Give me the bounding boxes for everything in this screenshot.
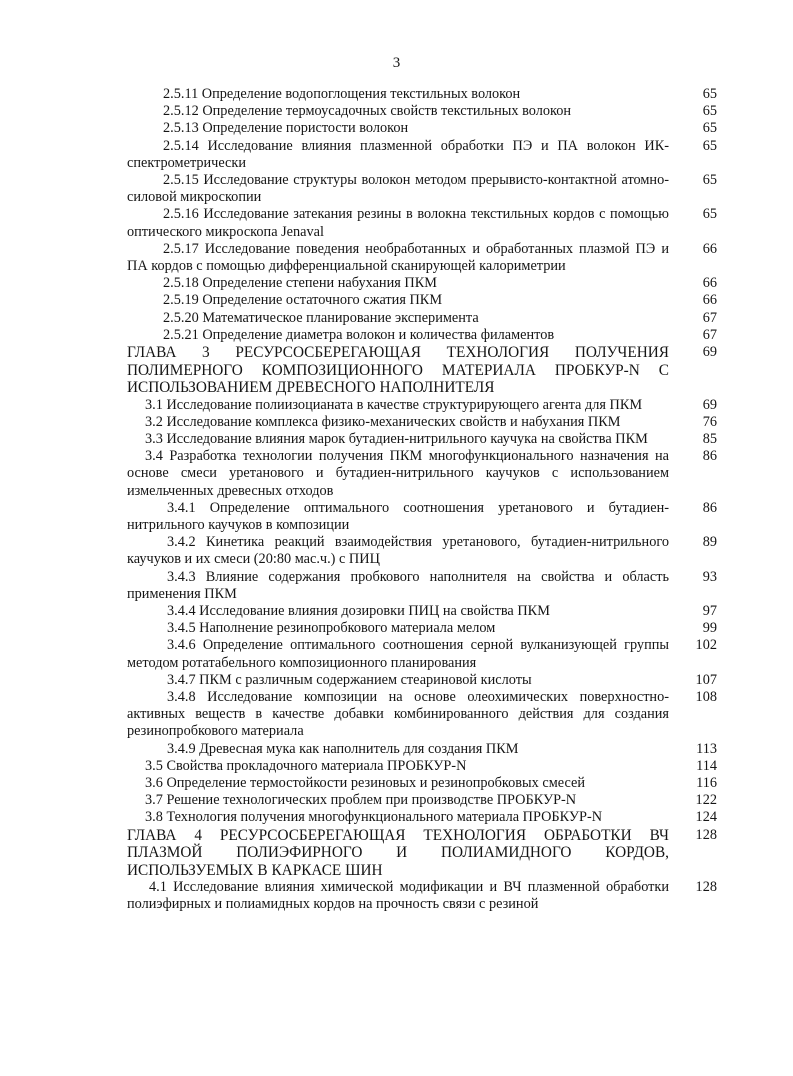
toc-entry-text: 2.5.15 Исследование структуры волокон методом прерывисто-контактной атомно-силовой микроскопии <box>127 172 669 206</box>
toc-entry-3-2 <box>127 414 717 431</box>
page-number: 3 <box>392 55 401 71</box>
toc-entry-3-4-6 <box>127 637 717 671</box>
toc-entry-3-4-9 <box>127 741 717 758</box>
toc-entry-2-5-17 <box>127 241 717 275</box>
toc-entry-text: 3.5 Свойства прокладочного материала ПРОБКУР-N <box>145 757 467 774</box>
toc-entry-2-5-14 <box>127 138 717 172</box>
toc-entry-page: 65 <box>702 137 717 154</box>
toc-entry-text: 3.2 Исследование комплекса физико-механических свойств и набухания ПКМ <box>145 413 621 430</box>
toc-entry-3-1 <box>127 397 717 414</box>
toc-entry-page: 65 <box>702 120 717 137</box>
toc-entry-text: 2.5.18 Определение степени набухания ПКМ <box>163 275 437 292</box>
toc-entry-text: 3.1 Исследование полиизоцианата в качестве структурирующего агента для ПКМ <box>145 396 643 413</box>
toc-entry-text: 3.4.9 Древесная мука как наполнитель для создания ПКМ <box>167 740 519 757</box>
toc-entry-page: 76 <box>702 413 717 430</box>
toc-entry-3-6 <box>127 775 717 792</box>
toc-entry-2-5-11 <box>127 86 717 103</box>
toc-entry-page: 128 <box>695 879 717 896</box>
toc-entry-2-5-12 <box>127 103 717 120</box>
toc-entry-3-4 <box>127 448 717 500</box>
toc-entry-4-1 <box>127 879 717 913</box>
toc-entry-text: 3.4.2 Кинетика реакций взаимодействия уретанового, бутадиен-нитрильного каучуков и их смеси (20:80 мас.ч.) с ПИЦ <box>127 534 669 568</box>
toc-entry-3-4-8 <box>127 689 717 741</box>
toc-entry-3-5 <box>127 758 717 775</box>
toc-entry-text: 2.5.21 Определение диаметра волокон и количества филаментов <box>163 326 555 343</box>
toc-entry-page: 89 <box>702 534 717 551</box>
toc-entry-3-4-3 <box>127 569 717 603</box>
toc-entry-page: 93 <box>702 568 717 585</box>
toc-entry-page: 67 <box>702 309 717 326</box>
toc-entry-text: 2.5.11 Определение водопоглощения текстильных волокон <box>163 86 521 102</box>
toc-entry-page: 108 <box>695 689 717 705</box>
toc-entry-2-5-16 <box>127 206 717 240</box>
toc-chapter-title: ГЛАВА 4 РЕСУРСОСБЕРЕГАЮЩАЯ ТЕХНОЛОГИЯ ОБРАБОТКИ ВЧ ПЛАЗМОЙ ПОЛИЭФИРНОГО И ПОЛИАМИДНОГО КОРДОВ, ИСПОЛЬЗУЕМЫХ В КАРКАСЕ ШИН <box>127 826 669 879</box>
toc-entry-3-3 <box>127 431 717 448</box>
toc-entry-page: 102 <box>695 637 717 654</box>
table-of-contents <box>127 86 717 914</box>
toc-entry-page: 65 <box>702 206 717 223</box>
toc-entry-2-5-19 <box>127 292 717 309</box>
toc-entry-text: 3.4.1 Определение оптимального соотношения уретанового и бутадиен-нитрильного каучуков в композиции <box>127 499 669 533</box>
toc-entry-page: 99 <box>702 620 717 637</box>
toc-entry-page: 69 <box>702 396 717 413</box>
toc-chapter-title: ГЛАВА 3 РЕСУРСОСБЕРЕГАЮЩАЯ ТЕХНОЛОГИЯ ПОЛУЧЕНИЯ ПОЛИМЕРНОГО КОМПОЗИЦИОННОГО МАТЕРИАЛА ПРОБКУР-N С ИСПОЛЬЗОВАНИЕМ ДРЕВЕСНОГО НАПОЛНИТЕЛЯ <box>127 344 669 397</box>
toc-entry-page: 124 <box>695 809 717 826</box>
toc-entry-page: 86 <box>702 448 717 465</box>
toc-entry-3-8 <box>127 809 717 826</box>
toc-entry-3-4-7 <box>127 672 717 689</box>
toc-entry-text: 2.5.20 Математическое планирование эксперимента <box>163 309 479 326</box>
toc-entry-page: 107 <box>695 671 717 688</box>
toc-entry-page: 122 <box>695 792 717 809</box>
toc-entry-3-4-1 <box>127 500 717 534</box>
toc-entry-page: 66 <box>702 292 717 309</box>
toc-entry-text: 2.5.17 Исследование поведения необработанных и обработанных плазмой ПЭ и ПА кордов с помощью дифференциальной сканирующей калориметрии <box>127 240 669 275</box>
toc-entry-page: 86 <box>702 499 717 516</box>
toc-entry-page: 113 <box>696 740 717 757</box>
toc-entry-3-4-2 <box>127 534 717 568</box>
toc-entry-page: 128 <box>695 826 717 843</box>
toc-entry-3-4-5 <box>127 620 717 637</box>
toc-entry-2-5-21 <box>127 327 717 344</box>
toc-entry-text: 3.4.3 Влияние содержания пробкового наполнителя на свойства и область применения ПКМ <box>127 568 669 602</box>
toc-entry-page: 114 <box>696 757 717 774</box>
toc-entry-2-5-18 <box>127 275 717 292</box>
toc-entry-text: 3.7 Решение технологических проблем при производстве ПРОБКУР-N <box>145 792 577 809</box>
toc-entry-page: 85 <box>702 430 717 447</box>
toc-entry-text: 3.4.6 Определение оптимального соотношения серной вулканизующей группы методом ротатабельного композиционного планирования <box>127 637 669 671</box>
toc-entry-2-5-13 <box>127 120 717 137</box>
toc-entry-text: 4.1 Исследование влияния химической модификации и ВЧ плазменной обработки полиэфирных и полиамидных кордов на прочность связи с резиной <box>127 879 669 913</box>
toc-entry-text: 3.4.7 ПКМ с различным содержанием стеариновой кислоты <box>167 671 532 688</box>
toc-entry-page: 69 <box>702 344 717 361</box>
toc-entry-page: 67 <box>702 326 717 343</box>
toc-entry-text: 2.5.12 Определение термоусадочных свойств текстильных волокон <box>163 103 572 120</box>
toc-entry-text: 2.5.16 Исследование затекания резины в волокна текстильных кордов с помощью оптического микроскопа Jenaval <box>127 206 669 240</box>
toc-entry-page: 65 <box>702 172 717 189</box>
toc-entry-text: 3.3 Исследование влияния марок бутадиен-нитрильного каучука на свойства ПКМ <box>145 430 648 447</box>
toc-entry-page: 97 <box>702 602 717 619</box>
toc-entry-page: 66 <box>702 240 717 257</box>
toc-entry-3-4-4 <box>127 603 717 620</box>
toc-entry-text: 3.4.5 Наполнение резинопробкового материала мелом <box>167 620 496 637</box>
toc-entry-text: 3.8 Технология получения многофункционального материала ПРОБКУР-N <box>145 809 603 826</box>
toc-entry-text: 3.4.8 Исследование композиции на основе олеохимических поверхностно-активных веществ в качестве добавки комбинированного действия для создания резинопробкового материала <box>127 689 669 740</box>
toc-entry-page: 116 <box>696 775 717 792</box>
toc-chapter-3 <box>127 344 717 397</box>
toc-entry-text: 3.4 Разработка технологии получения ПКМ многофункционального назначения на основе смеси уретанового и бутадиен-нитрильного каучуков с использованием измельченных древесных отходов <box>127 448 669 499</box>
toc-entry-3-7 <box>127 792 717 809</box>
toc-entry-text: 2.5.13 Определение пористости волокон <box>163 120 409 137</box>
toc-entry-text: 3.4.4 Исследование влияния дозировки ПИЦ на свойства ПКМ <box>167 602 550 619</box>
toc-chapter-4 <box>127 827 717 880</box>
toc-entry-2-5-15 <box>127 172 717 206</box>
toc-entry-text: 2.5.19 Определение остаточного сжатия ПКМ <box>163 292 443 309</box>
toc-entry-text: 2.5.14 Исследование влияния плазменной обработки ПЭ и ПА волокон ИК-спектрометрически <box>127 137 669 171</box>
toc-entry-text: 3.6 Определение термостойкости резиновых и резинопробковых смесей <box>145 775 585 792</box>
toc-entry-page: 65 <box>702 86 717 102</box>
toc-entry-page: 66 <box>702 275 717 292</box>
toc-entry-page: 65 <box>702 103 717 120</box>
toc-entry-2-5-20 <box>127 310 717 327</box>
